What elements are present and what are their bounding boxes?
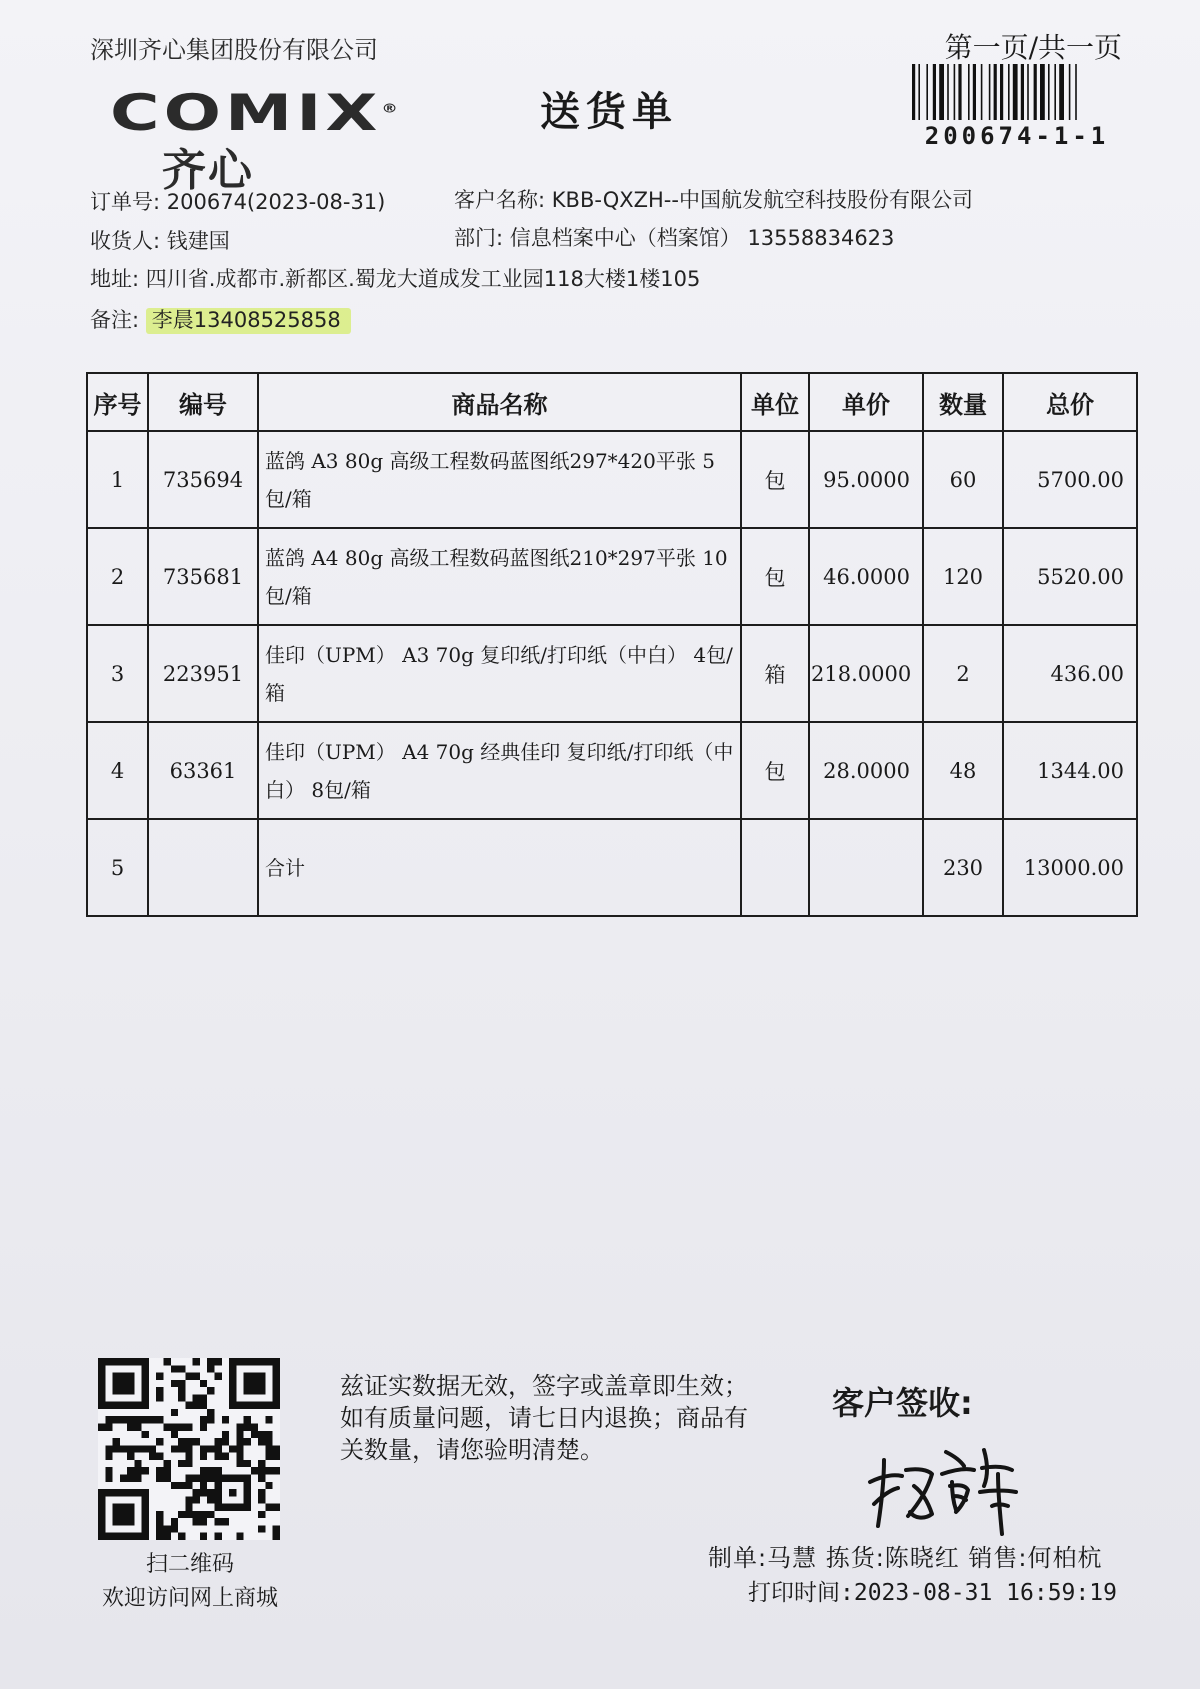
cell-total: 5520.00	[1003, 528, 1137, 625]
qr-code[interactable]	[98, 1358, 280, 1540]
cell-grand-total: 13000.00	[1003, 819, 1137, 916]
qr-caption-line-2: 欢迎访问网上商城	[101, 1586, 278, 1611]
cell-quantity: 120	[923, 528, 1003, 625]
table-row	[87, 625, 1137, 722]
cell-quantity: 2	[923, 625, 1003, 722]
cell-unit-price: 95.0000	[809, 431, 923, 528]
department-label: 部门:	[454, 226, 504, 250]
header-quantity: 数量	[923, 373, 1003, 431]
cell-unit-price	[809, 819, 923, 916]
order-label: 订单号:	[90, 190, 161, 214]
cell-total: 5700.00	[1003, 431, 1137, 528]
remark-value-highlighted: 李晨13408525858	[146, 308, 351, 334]
cell-seq: 4	[87, 722, 148, 819]
cell-code	[148, 819, 258, 916]
header-unit: 单位	[741, 373, 809, 431]
remark-field	[90, 304, 351, 334]
document-title: 送货单	[540, 89, 678, 135]
cell-seq: 3	[87, 625, 148, 722]
customer-value: KBB-QXZH--中国航发航空科技股份有限公司	[551, 188, 973, 212]
cell-seq: 1	[87, 431, 148, 528]
cell-product-name: 蓝鸽 A3 80g 高级工程数码蓝图纸297*420平张 5包/箱	[258, 431, 741, 528]
qr-caption	[70, 1548, 310, 1616]
cell-seq: 5	[87, 819, 148, 916]
cell-unit: 包	[741, 431, 809, 528]
header-unit-price: 单价	[809, 373, 923, 431]
notice-text: 兹证实数据无效，签字或盖章即生效；如有质量问题，请七日内退换；商品有关数量，请您验明清楚。	[340, 1372, 748, 1464]
page-indicator: 第一页/共一页	[944, 31, 1122, 64]
receiver-field	[90, 225, 230, 255]
cell-code: 63361	[148, 722, 258, 819]
order-value: 200674(2023-08-31)	[166, 190, 386, 214]
receiver-value: 钱建国	[166, 229, 230, 253]
cell-quantity-total: 230	[923, 819, 1003, 916]
staff-line: 制单:马慧 拣货:陈晓红 销售:何柏杭	[708, 1544, 1103, 1572]
cell-code: 735694	[148, 431, 258, 528]
barcode-number: 200674-1-1	[924, 122, 1110, 150]
cell-total: 1344.00	[1003, 722, 1137, 819]
header-product-name: 商品名称	[258, 373, 741, 431]
cell-seq: 2	[87, 528, 148, 625]
cell-unit-price: 46.0000	[809, 528, 923, 625]
cell-quantity: 48	[923, 722, 1003, 819]
department-value: 信息档案中心（档案馆） 13558834623	[509, 226, 895, 250]
items-table	[86, 372, 1138, 917]
print-time: 打印时间:2023-08-31 16:59:19	[748, 1580, 1117, 1606]
customer-name-field	[454, 184, 973, 214]
handwritten-signature	[862, 1430, 1022, 1540]
cell-product-name: 蓝鸽 A4 80g 高级工程数码蓝图纸210*297平张 10包/箱	[258, 528, 741, 625]
cell-total: 436.00	[1003, 625, 1137, 722]
registered-mark: ®	[381, 101, 398, 116]
qr-caption-line-1: 扫二维码	[145, 1552, 234, 1577]
cell-code: 735681	[148, 528, 258, 625]
address-value: 四川省.成都市.新都区.蜀龙大道成发工业园118大楼1楼105	[145, 267, 701, 291]
customer-signature-label: 客户签收:	[832, 1384, 973, 1422]
barcode-graphic	[912, 64, 1122, 120]
cell-code: 223951	[148, 625, 258, 722]
address-label: 地址:	[90, 267, 140, 291]
address-field	[90, 263, 700, 293]
cell-unit	[741, 819, 809, 916]
table-total-row	[87, 819, 1137, 916]
cell-total-label: 合计	[258, 819, 741, 916]
table-row	[87, 722, 1137, 819]
table-row	[87, 431, 1137, 528]
table-row	[87, 528, 1137, 625]
order-number-field	[90, 186, 385, 216]
cell-unit: 包	[741, 528, 809, 625]
header-seq: 序号	[87, 373, 148, 431]
header-total: 总价	[1003, 373, 1137, 431]
header-code: 编号	[148, 373, 258, 431]
customer-label: 客户名称:	[454, 188, 546, 212]
logo-text: COMIX	[110, 84, 382, 142]
cell-unit: 包	[741, 722, 809, 819]
cell-unit-price: 218.0000	[809, 625, 923, 722]
department-field	[454, 222, 894, 252]
company-name: 深圳齐心集团股份有限公司	[90, 36, 378, 64]
cell-product-name: 佳印（UPM） A4 70g 经典佳印 复印纸/打印纸（中白） 8包/箱	[258, 722, 741, 819]
cell-product-name: 佳印（UPM） A3 70g 复印纸/打印纸（中白） 4包/箱	[258, 625, 741, 722]
logo-chinese: 齐心	[162, 145, 254, 196]
remark-label: 备注:	[90, 308, 140, 332]
receiver-label: 收货人:	[90, 229, 161, 253]
table-header-row	[87, 373, 1137, 431]
cell-unit: 箱	[741, 625, 809, 722]
cell-unit-price: 28.0000	[809, 722, 923, 819]
cell-quantity: 60	[923, 431, 1003, 528]
